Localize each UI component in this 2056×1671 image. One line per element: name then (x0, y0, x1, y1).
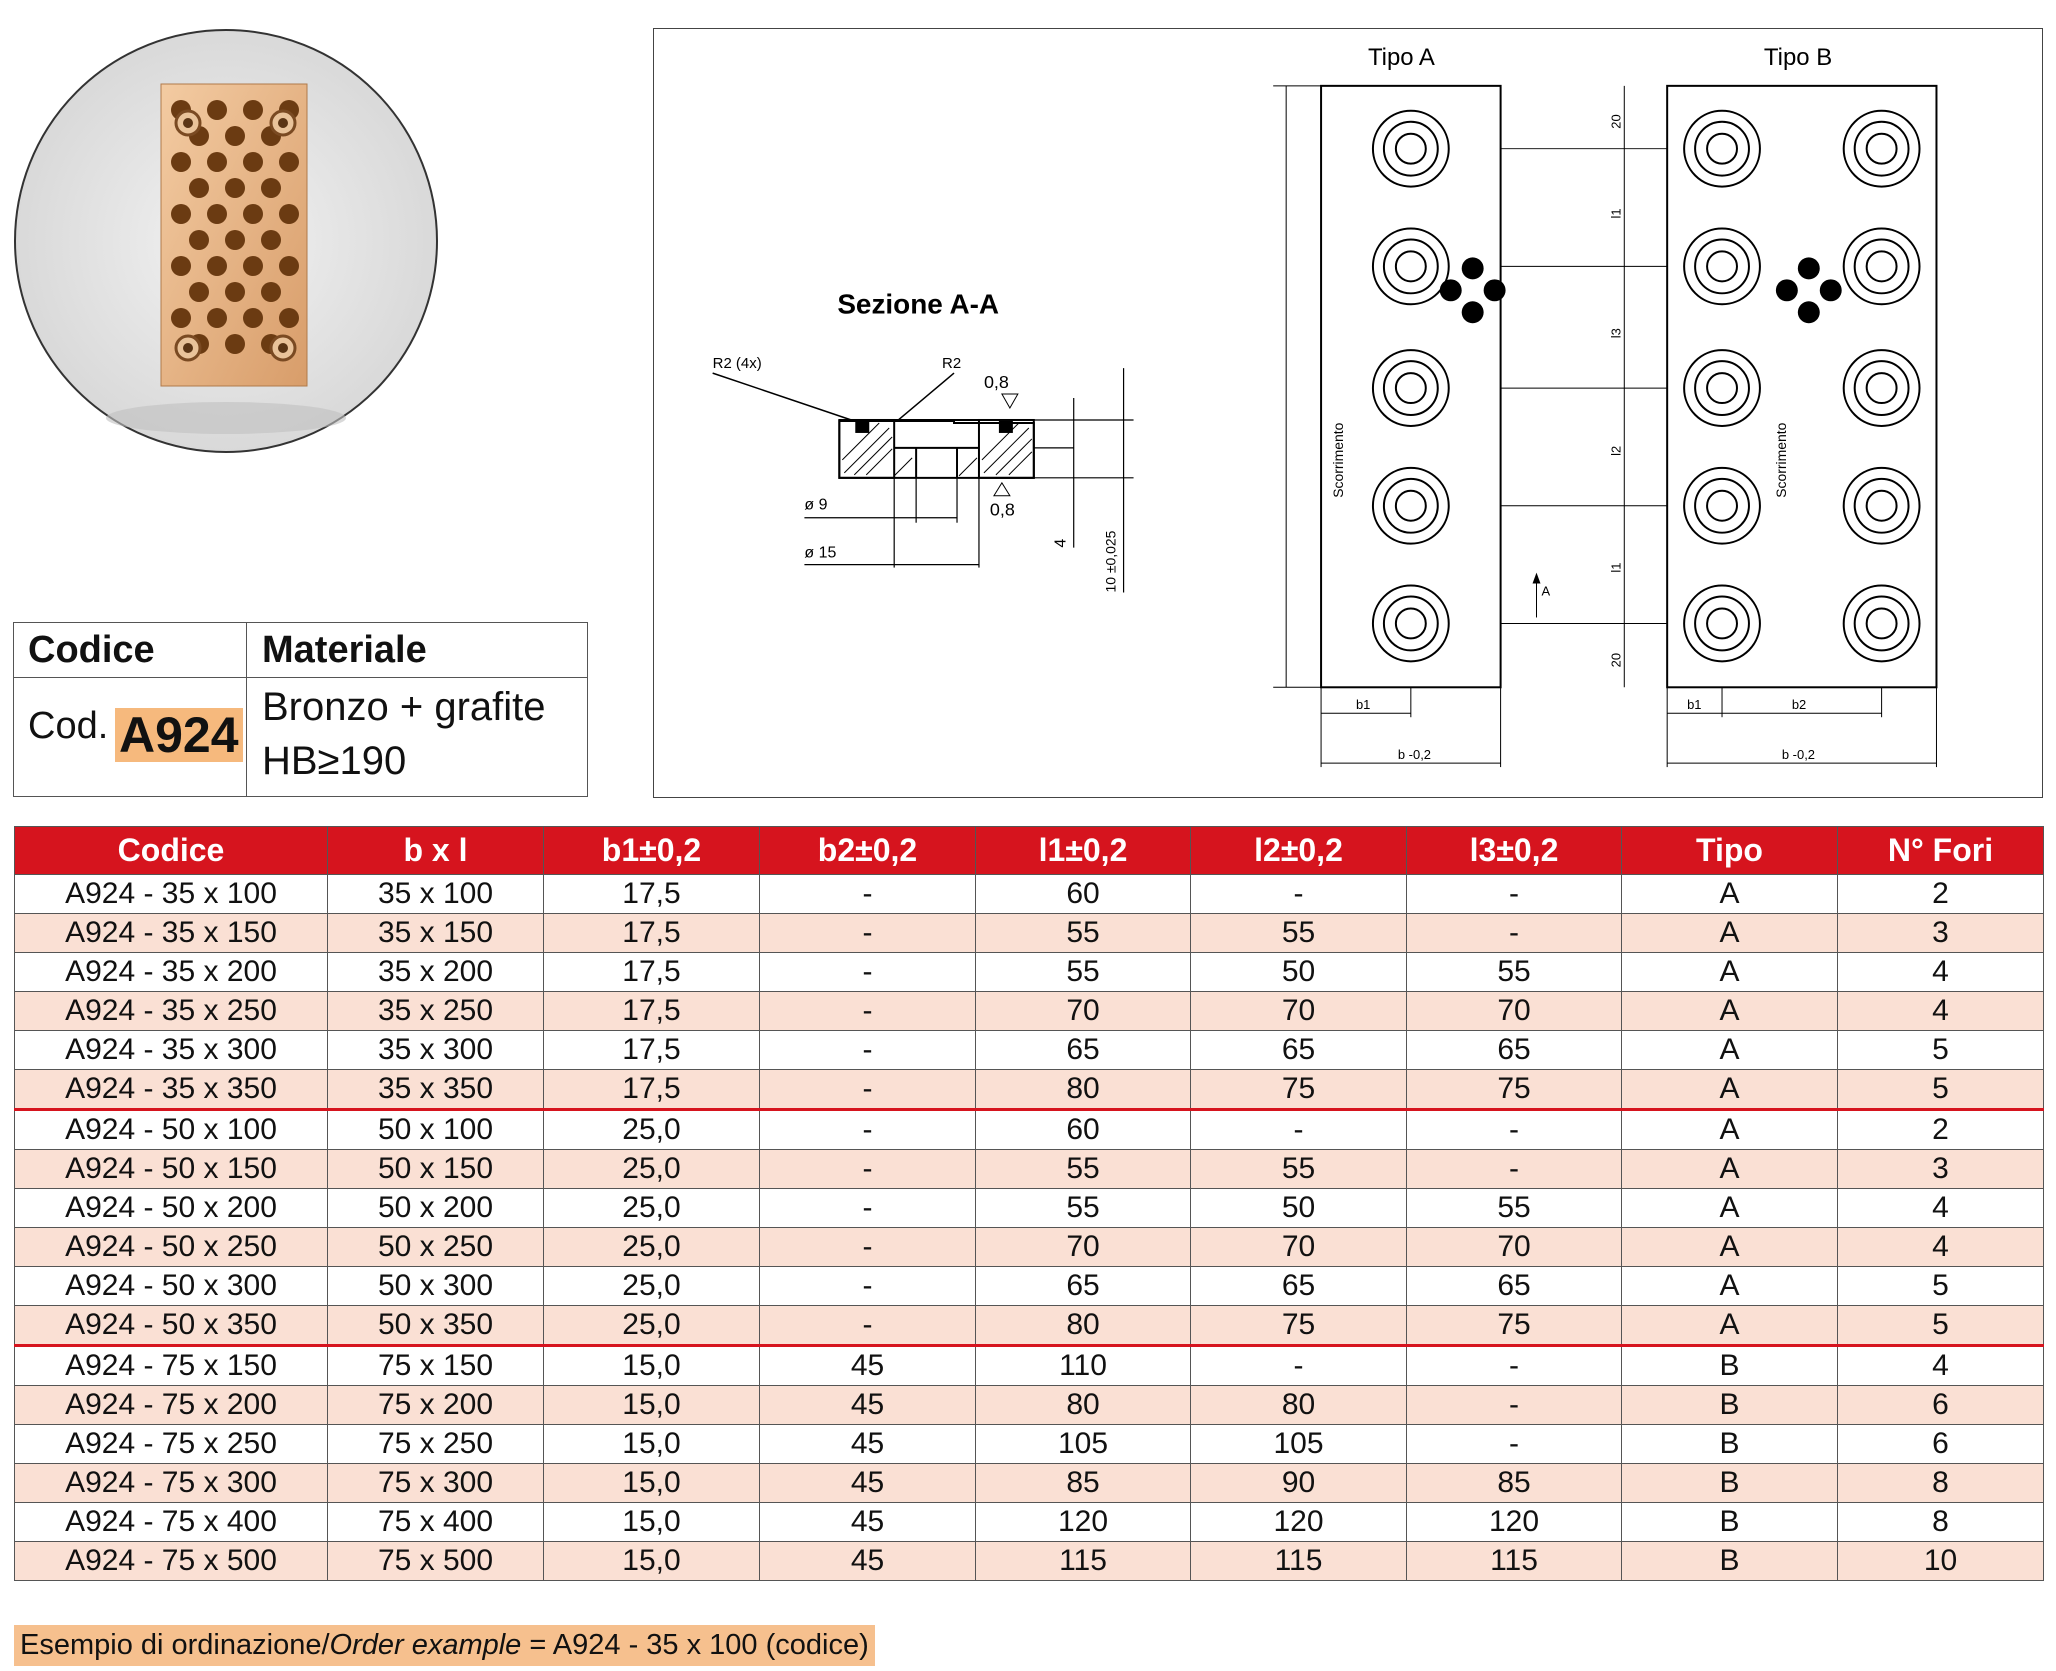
table-row (15, 914, 2044, 953)
table-cell: 3 (1838, 914, 2044, 953)
graphite-plug (171, 256, 191, 276)
table-cell: 25,0 (544, 1110, 760, 1150)
dim-20-top: 20 (1608, 114, 1624, 129)
graphite-plug (171, 308, 191, 328)
table-cell: 70 (1407, 992, 1622, 1031)
table-row (15, 1346, 2044, 1386)
table-cell: 70 (976, 1228, 1191, 1267)
column-header: l1±0,2 (976, 827, 1191, 875)
graphite-plug (207, 152, 227, 172)
column-header: l2±0,2 (1191, 827, 1407, 875)
graphite-plug (225, 126, 245, 146)
table-cell: - (760, 1228, 976, 1267)
table-cell: 60 (976, 1110, 1191, 1150)
table-cell: A (1622, 1189, 1838, 1228)
column-header: b2±0,2 (760, 827, 976, 875)
table-cell: A (1622, 1070, 1838, 1110)
roughness-top: 0,8 (983, 372, 1009, 393)
graphite-plug (279, 256, 299, 276)
table-cell: 2 (1838, 1110, 2044, 1150)
table-cell: 10 (1838, 1542, 2044, 1581)
table-cell: 45 (760, 1503, 976, 1542)
table-cell: 65 (976, 1267, 1191, 1306)
table-cell: 35 x 300 (328, 1031, 544, 1070)
table-cell: 4 (1838, 1228, 2044, 1267)
table-cell: A (1622, 992, 1838, 1031)
table-row (15, 1542, 2044, 1581)
tipo-a-title: Tipo A (1367, 43, 1435, 71)
table-row (15, 1189, 2044, 1228)
graphite-plug (243, 308, 263, 328)
table-cell: A (1622, 1150, 1838, 1189)
tipo-b-title: Tipo B (1763, 43, 1833, 71)
table-cell: 75 x 150 (328, 1346, 544, 1386)
table-cell: 80 (976, 1070, 1191, 1110)
phi15-label: ø 15 (804, 544, 837, 562)
r2-label: R2 (942, 355, 962, 373)
table-cell: 55 (1191, 1150, 1407, 1189)
table-cell: 75 x 500 (328, 1542, 544, 1581)
table-cell: 85 (1407, 1464, 1622, 1503)
table-cell: 120 (1407, 1503, 1622, 1542)
table-cell: 4 (1838, 1346, 2044, 1386)
table-cell: 5 (1838, 1031, 2044, 1070)
table-cell: - (760, 953, 976, 992)
order-example-prefix: Esempio di ordinazione/ (20, 1629, 330, 1661)
table-cell: 17,5 (544, 875, 760, 914)
column-header: b x l (328, 827, 544, 875)
table-cell: - (760, 914, 976, 953)
table-row (15, 1031, 2044, 1070)
material-line-2: HB≥190 (262, 739, 407, 783)
order-example-italic: Order example (329, 1629, 522, 1661)
table-cell: A (1622, 1267, 1838, 1306)
table-row (15, 953, 2044, 992)
table-cell: - (1191, 1110, 1407, 1150)
table-cell: 45 (760, 1464, 976, 1503)
scorrimento-a: Scorrimento (1330, 422, 1347, 498)
graphite-plug (207, 204, 227, 224)
table-cell: 45 (760, 1542, 976, 1581)
table-cell: A924 - 75 x 300 (15, 1464, 328, 1503)
graphite-plug (207, 256, 227, 276)
graphite-plug (189, 282, 209, 302)
code-header: Codice (28, 629, 155, 671)
table-cell: 5 (1838, 1267, 2044, 1306)
table-cell: 25,0 (544, 1189, 760, 1228)
table-cell: A924 - 50 x 300 (15, 1267, 328, 1306)
table-cell: B (1622, 1503, 1838, 1542)
table-cell: 55 (976, 953, 1191, 992)
roughness-bottom: 0,8 (989, 499, 1015, 520)
code-prefix: Cod. (28, 705, 109, 747)
table-cell: 15,0 (544, 1503, 760, 1542)
table-cell: 65 (1407, 1267, 1622, 1306)
graphite-plug (189, 230, 209, 250)
table-cell: 17,5 (544, 1070, 760, 1110)
dim-b2-b: b2 (1791, 697, 1807, 713)
table-cell: A (1622, 953, 1838, 992)
table-cell: 65 (1191, 1031, 1407, 1070)
table-cell: A (1622, 875, 1838, 914)
graphite-plug (243, 100, 263, 120)
table-cell: 65 (976, 1031, 1191, 1070)
table-cell: - (1407, 914, 1622, 953)
table-row (15, 1267, 2044, 1306)
table-cell: - (1407, 1346, 1622, 1386)
table-cell: 75 (1407, 1306, 1622, 1346)
table-cell: 70 (1191, 992, 1407, 1031)
table-cell: B (1622, 1542, 1838, 1581)
order-example-suffix: = A924 - 35 x 100 (codice) (521, 1629, 869, 1661)
table-cell: 70 (1407, 1228, 1622, 1267)
table-cell: 4 (1838, 1189, 2044, 1228)
table-cell: - (760, 1267, 976, 1306)
graphite-plug (243, 256, 263, 276)
product-photo (13, 28, 439, 454)
table-cell: - (760, 1150, 976, 1189)
table-cell: 70 (976, 992, 1191, 1031)
table-cell: 35 x 200 (328, 953, 544, 992)
table-cell: A924 - 35 x 350 (15, 1070, 328, 1110)
table-cell: 4 (1838, 953, 2044, 992)
table-cell: 35 x 150 (328, 914, 544, 953)
scorrimento-b: Scorrimento (1772, 422, 1789, 498)
code-material-box (13, 622, 588, 797)
table-cell: 55 (1407, 1189, 1622, 1228)
table-cell: 75 x 400 (328, 1503, 544, 1542)
table-cell: A924 - 50 x 250 (15, 1228, 328, 1267)
table-cell: B (1622, 1386, 1838, 1425)
dim-l2: l2 (1608, 445, 1624, 456)
graphite-plug (171, 204, 191, 224)
table-cell: 25,0 (544, 1306, 760, 1346)
table-cell: - (760, 1189, 976, 1228)
table-cell: A (1622, 1110, 1838, 1150)
table-cell: 105 (1191, 1425, 1407, 1464)
table-cell: 6 (1838, 1386, 2044, 1425)
graphite-plug (261, 178, 281, 198)
table-cell: 4 (1838, 992, 2044, 1031)
table-row (15, 1425, 2044, 1464)
graphite-plug (207, 100, 227, 120)
table-cell: B (1622, 1425, 1838, 1464)
table-cell: A924 - 35 x 200 (15, 953, 328, 992)
table-cell: 75 (1191, 1306, 1407, 1346)
table-cell: 115 (976, 1542, 1191, 1581)
graphite-plug (189, 178, 209, 198)
table-cell: A (1622, 1228, 1838, 1267)
table-cell: 2 (1838, 875, 2044, 914)
table-cell: A924 - 75 x 150 (15, 1346, 328, 1386)
table-cell: 17,5 (544, 992, 760, 1031)
table-cell: - (1407, 1386, 1622, 1425)
table-row (15, 1306, 2044, 1346)
table-cell: A924 - 50 x 150 (15, 1150, 328, 1189)
technical-drawing (653, 28, 2043, 798)
table-cell: 55 (1407, 953, 1622, 992)
table-cell: 6 (1838, 1425, 2044, 1464)
arrow-a-label: A (1541, 583, 1551, 599)
table-cell: - (760, 1031, 976, 1070)
table-cell: 25,0 (544, 1267, 760, 1306)
table-row (15, 1228, 2044, 1267)
dim-b1-b: b1 (1687, 697, 1702, 713)
table-cell: 17,5 (544, 953, 760, 992)
graphite-plug (279, 152, 299, 172)
graphite-plug (225, 178, 245, 198)
table-cell: - (1191, 875, 1407, 914)
graphite-plug (225, 230, 245, 250)
table-cell: 120 (1191, 1503, 1407, 1542)
graphite-plug (171, 152, 191, 172)
table-cell: - (1407, 1150, 1622, 1189)
column-header: Tipo (1622, 827, 1838, 875)
table-cell: A924 - 35 x 300 (15, 1031, 328, 1070)
dim-l1-top: l1 (1608, 208, 1624, 219)
table-cell: - (760, 1070, 976, 1110)
dim-b-a: b -0,2 (1397, 747, 1431, 763)
table-cell: 75 x 300 (328, 1464, 544, 1503)
table-cell: B (1622, 1464, 1838, 1503)
table-cell: 3 (1838, 1150, 2044, 1189)
table-cell: 85 (976, 1464, 1191, 1503)
table-row (15, 992, 2044, 1031)
table-cell: 75 x 250 (328, 1425, 544, 1464)
table-cell: 50 x 350 (328, 1306, 544, 1346)
table-cell: A924 - 35 x 100 (15, 875, 328, 914)
dim-l1-bottom: l1 (1608, 562, 1624, 573)
table-cell: 15,0 (544, 1464, 760, 1503)
table-row (15, 1150, 2044, 1189)
column-header: N° Fori (1838, 827, 2044, 875)
table-cell: 115 (1407, 1542, 1622, 1581)
table-cell: B (1622, 1346, 1838, 1386)
table-cell: - (760, 1306, 976, 1346)
material-line-1: Bronzo + grafite (262, 685, 546, 729)
column-header: b1±0,2 (544, 827, 760, 875)
table-cell: 55 (976, 1150, 1191, 1189)
table-cell: 120 (976, 1503, 1191, 1542)
table-cell: 35 x 350 (328, 1070, 544, 1110)
table-cell: 65 (1191, 1267, 1407, 1306)
table-row (15, 1464, 2044, 1503)
dim-b1-a: b1 (1355, 697, 1371, 713)
graphite-plug (279, 204, 299, 224)
table-cell: 60 (976, 875, 1191, 914)
table-cell: 50 x 150 (328, 1150, 544, 1189)
table-cell: 25,0 (544, 1228, 760, 1267)
table-cell: 35 x 250 (328, 992, 544, 1031)
table-cell: 50 (1191, 1189, 1407, 1228)
table-row (15, 1503, 2044, 1542)
order-example (14, 1625, 875, 1666)
table-row (15, 1110, 2044, 1150)
table-cell: 75 (1191, 1070, 1407, 1110)
table-cell: 50 x 100 (328, 1110, 544, 1150)
table-cell: 50 x 200 (328, 1189, 544, 1228)
table-cell: - (760, 1110, 976, 1150)
table-cell: 15,0 (544, 1425, 760, 1464)
table-cell: 17,5 (544, 914, 760, 953)
graphite-plug (261, 230, 281, 250)
table-cell: 50 x 300 (328, 1267, 544, 1306)
table-cell: - (1407, 875, 1622, 914)
table-cell: A924 - 50 x 100 (15, 1110, 328, 1150)
table-cell: 15,0 (544, 1386, 760, 1425)
table-cell: A (1622, 914, 1838, 953)
graphite-plug (225, 282, 245, 302)
table-cell: 17,5 (544, 1031, 760, 1070)
table-cell: A924 - 50 x 350 (15, 1306, 328, 1346)
table-cell: 75 x 200 (328, 1386, 544, 1425)
table-row (15, 875, 2044, 914)
graphite-plug (261, 282, 281, 302)
table-cell: 55 (976, 914, 1191, 953)
table-cell: 45 (760, 1346, 976, 1386)
table-cell: A924 - 75 x 200 (15, 1386, 328, 1425)
table-cell: 8 (1838, 1503, 2044, 1542)
table-row (15, 1070, 2044, 1110)
table-cell: A924 - 50 x 200 (15, 1189, 328, 1228)
table-cell: 80 (1191, 1386, 1407, 1425)
table-cell: A (1622, 1031, 1838, 1070)
table-cell: 55 (976, 1189, 1191, 1228)
table-cell: 5 (1838, 1306, 2044, 1346)
table-cell: 80 (976, 1386, 1191, 1425)
table-cell: - (1191, 1346, 1407, 1386)
dim-l3: l3 (1608, 328, 1624, 339)
table-cell: 45 (760, 1386, 976, 1425)
table-cell: 80 (976, 1306, 1191, 1346)
table-cell: A924 - 75 x 500 (15, 1542, 328, 1581)
table-cell: A924 - 35 x 150 (15, 914, 328, 953)
table-cell: - (1407, 1110, 1622, 1150)
table-cell: 70 (1191, 1228, 1407, 1267)
table-cell: 35 x 100 (328, 875, 544, 914)
graphite-plug (207, 308, 227, 328)
graphite-plug (243, 152, 263, 172)
table-cell: 75 (1407, 1070, 1622, 1110)
material-header: Materiale (262, 629, 427, 671)
table-cell: 105 (976, 1425, 1191, 1464)
table-cell: A924 - 75 x 250 (15, 1425, 328, 1464)
table-cell: 15,0 (544, 1346, 760, 1386)
table-cell: A924 - 75 x 400 (15, 1503, 328, 1542)
table-cell: - (760, 992, 976, 1031)
table-cell: 90 (1191, 1464, 1407, 1503)
table-row (15, 1386, 2044, 1425)
table-cell: 110 (976, 1346, 1191, 1386)
phi9-label: ø 9 (804, 496, 828, 514)
table-cell: 5 (1838, 1070, 2044, 1110)
column-header: Codice (15, 827, 328, 875)
table-cell: 25,0 (544, 1150, 760, 1189)
table-cell: 55 (1191, 914, 1407, 953)
dim-10-label: 10 ±0,025 (1102, 530, 1119, 593)
dim-b-b: b -0,2 (1781, 747, 1815, 763)
dim-20-bottom: 20 (1608, 652, 1624, 668)
table-cell: 50 (1191, 953, 1407, 992)
table-cell: 65 (1407, 1031, 1622, 1070)
table-cell: 8 (1838, 1464, 2044, 1503)
graphite-plug (225, 334, 245, 354)
section-title: Sezione A-A (837, 288, 1000, 320)
graphite-plug (279, 308, 299, 328)
table-cell: A924 - 35 x 250 (15, 992, 328, 1031)
column-header: l3±0,2 (1407, 827, 1622, 875)
table-cell: 45 (760, 1425, 976, 1464)
dimensions-table (14, 826, 2044, 1581)
table-cell: 15,0 (544, 1542, 760, 1581)
table-cell: 115 (1191, 1542, 1407, 1581)
table-cell: A (1622, 1306, 1838, 1346)
dim-4-label: 4 (1052, 538, 1070, 548)
r2-4x-label: R2 (4x) (712, 355, 762, 373)
graphite-plug (243, 204, 263, 224)
table-cell: - (760, 875, 976, 914)
table-header-row (15, 827, 2044, 875)
table-cell: 50 x 250 (328, 1228, 544, 1267)
table-cell: - (1407, 1425, 1622, 1464)
code-value: A924 (115, 708, 243, 762)
